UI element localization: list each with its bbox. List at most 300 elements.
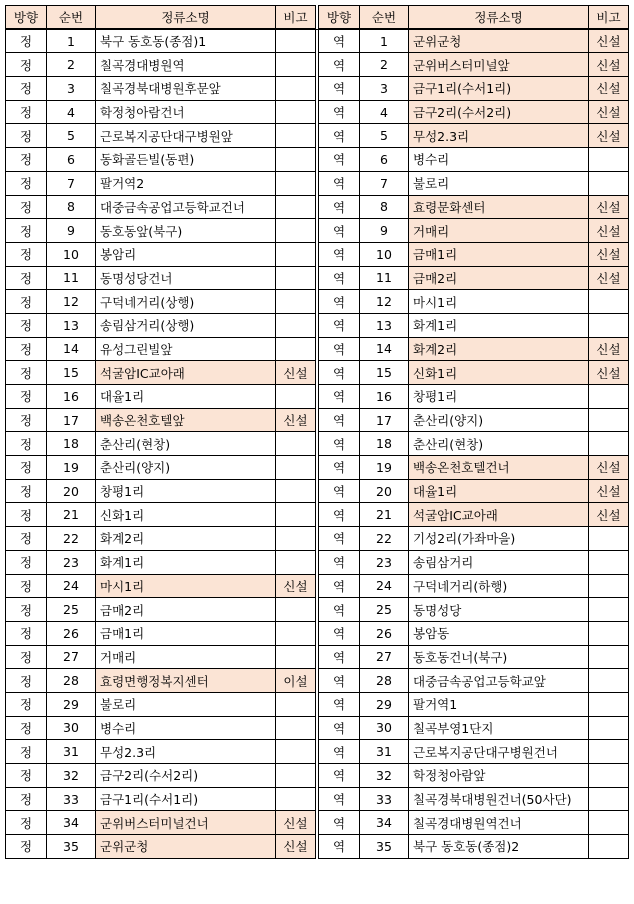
stop-name-cell-right: 거매리 bbox=[409, 219, 589, 243]
table-row bbox=[6, 740, 629, 764]
stop-name-cell-right: 금구1리(수서1리) bbox=[409, 77, 589, 101]
table-row bbox=[6, 290, 629, 314]
stop-name-cell-left: 동명성당건너 bbox=[96, 266, 276, 290]
direction-cell-left: 정 bbox=[6, 29, 47, 53]
direction-cell-left: 정 bbox=[6, 313, 47, 337]
stop-name-cell-right: 동명성당 bbox=[409, 598, 589, 622]
note-cell-left: 이설 bbox=[276, 669, 316, 693]
table-row bbox=[6, 598, 629, 622]
note-cell-left bbox=[276, 242, 316, 266]
note-cell-left bbox=[276, 29, 316, 53]
direction-cell-right: 역 bbox=[319, 408, 360, 432]
note-cell-left: 신설 bbox=[276, 811, 316, 835]
table-row bbox=[6, 266, 629, 290]
order-cell-right: 3 bbox=[360, 77, 409, 101]
direction-cell-right: 역 bbox=[319, 598, 360, 622]
table-row bbox=[6, 337, 629, 361]
stop-name-cell-right: 병수리 bbox=[409, 148, 589, 172]
table-header bbox=[6, 6, 629, 30]
direction-cell-left: 정 bbox=[6, 669, 47, 693]
stop-name-cell-right: 금구2리(수서2리) bbox=[409, 100, 589, 124]
note-cell-right: 신설 bbox=[589, 503, 629, 527]
table-row bbox=[6, 195, 629, 219]
note-cell-left bbox=[276, 787, 316, 811]
note-cell-right: 신설 bbox=[589, 195, 629, 219]
order-cell-left: 27 bbox=[47, 645, 96, 669]
header-row bbox=[6, 6, 629, 30]
stop-name-cell-right: 신화1리 bbox=[409, 361, 589, 385]
direction-cell-right: 역 bbox=[319, 219, 360, 243]
direction-cell-left: 정 bbox=[6, 53, 47, 77]
direction-cell-left: 정 bbox=[6, 266, 47, 290]
note-cell-right bbox=[589, 764, 629, 788]
order-cell-left: 12 bbox=[47, 290, 96, 314]
order-cell-right: 4 bbox=[360, 100, 409, 124]
order-cell-left: 32 bbox=[47, 764, 96, 788]
direction-cell-left: 정 bbox=[6, 527, 47, 551]
header-order-right: 순번 bbox=[360, 6, 409, 30]
stop-name-cell-left: 마시1리 bbox=[96, 574, 276, 598]
note-cell-right bbox=[589, 148, 629, 172]
direction-cell-right: 역 bbox=[319, 621, 360, 645]
note-cell-left bbox=[276, 171, 316, 195]
stop-name-cell-left: 창평1리 bbox=[96, 479, 276, 503]
direction-cell-left: 정 bbox=[6, 337, 47, 361]
note-cell-right: 신설 bbox=[589, 124, 629, 148]
order-cell-right: 10 bbox=[360, 242, 409, 266]
stop-name-cell-left: 금매1리 bbox=[96, 621, 276, 645]
stop-name-cell-right: 근로복지공단대구병원건너 bbox=[409, 740, 589, 764]
direction-cell-right: 역 bbox=[319, 195, 360, 219]
stop-name-cell-left: 군위군청 bbox=[96, 835, 276, 859]
stop-name-cell-right: 춘산리(양지) bbox=[409, 408, 589, 432]
note-cell-left: 신설 bbox=[276, 361, 316, 385]
direction-cell-left: 정 bbox=[6, 811, 47, 835]
note-cell-left bbox=[276, 313, 316, 337]
note-cell-right bbox=[589, 598, 629, 622]
direction-cell-left: 정 bbox=[6, 195, 47, 219]
table-row bbox=[6, 764, 629, 788]
direction-cell-right: 역 bbox=[319, 669, 360, 693]
note-cell-right: 신설 bbox=[589, 219, 629, 243]
note-cell-left: 신설 bbox=[276, 408, 316, 432]
order-cell-right: 15 bbox=[360, 361, 409, 385]
order-cell-right: 21 bbox=[360, 503, 409, 527]
table-row bbox=[6, 503, 629, 527]
note-cell-right bbox=[589, 290, 629, 314]
stop-name-cell-left: 신화1리 bbox=[96, 503, 276, 527]
order-cell-left: 9 bbox=[47, 219, 96, 243]
note-cell-right bbox=[589, 669, 629, 693]
table-row bbox=[6, 574, 629, 598]
direction-cell-right: 역 bbox=[319, 550, 360, 574]
direction-cell-right: 역 bbox=[319, 692, 360, 716]
direction-cell-left: 정 bbox=[6, 148, 47, 172]
order-cell-left: 31 bbox=[47, 740, 96, 764]
note-cell-right: 신설 bbox=[589, 337, 629, 361]
direction-cell-left: 정 bbox=[6, 242, 47, 266]
table-row bbox=[6, 645, 629, 669]
order-cell-right: 26 bbox=[360, 621, 409, 645]
direction-cell-left: 정 bbox=[6, 456, 47, 480]
stop-name-cell-right: 금매1리 bbox=[409, 242, 589, 266]
note-cell-left bbox=[276, 479, 316, 503]
note-cell-left bbox=[276, 290, 316, 314]
direction-cell-right: 역 bbox=[319, 503, 360, 527]
stop-name-cell-right: 무성2.3리 bbox=[409, 124, 589, 148]
table-row bbox=[6, 148, 629, 172]
note-cell-right bbox=[589, 645, 629, 669]
stop-name-cell-right: 봉암동 bbox=[409, 621, 589, 645]
stop-name-cell-left: 칠곡경대병원역 bbox=[96, 53, 276, 77]
table-row bbox=[6, 77, 629, 101]
stop-name-cell-left: 금구1리(수서1리) bbox=[96, 787, 276, 811]
note-cell-right: 신설 bbox=[589, 100, 629, 124]
table-row bbox=[6, 811, 629, 835]
direction-cell-right: 역 bbox=[319, 77, 360, 101]
note-cell-left bbox=[276, 337, 316, 361]
direction-cell-left: 정 bbox=[6, 408, 47, 432]
direction-cell-right: 역 bbox=[319, 53, 360, 77]
note-cell-right: 신설 bbox=[589, 266, 629, 290]
note-cell-right: 신설 bbox=[589, 456, 629, 480]
table-row bbox=[6, 124, 629, 148]
stop-name-cell-left: 봉암리 bbox=[96, 242, 276, 266]
note-cell-left bbox=[276, 124, 316, 148]
table-row bbox=[6, 242, 629, 266]
note-cell-left: 신설 bbox=[276, 574, 316, 598]
stop-name-cell-left: 팔거역2 bbox=[96, 171, 276, 195]
order-cell-left: 18 bbox=[47, 432, 96, 456]
header-stop-name-left: 정류소명 bbox=[96, 6, 276, 30]
stop-name-cell-left: 춘산리(양지) bbox=[96, 456, 276, 480]
stop-name-cell-left: 무성2.3리 bbox=[96, 740, 276, 764]
note-cell-left: 신설 bbox=[276, 835, 316, 859]
stop-name-cell-left: 화계1리 bbox=[96, 550, 276, 574]
table-row bbox=[6, 787, 629, 811]
order-cell-right: 28 bbox=[360, 669, 409, 693]
order-cell-right: 11 bbox=[360, 266, 409, 290]
table-row bbox=[6, 313, 629, 337]
direction-cell-right: 역 bbox=[319, 148, 360, 172]
order-cell-left: 15 bbox=[47, 361, 96, 385]
stop-name-cell-left: 불로리 bbox=[96, 692, 276, 716]
stop-name-cell-left: 금구2리(수서2리) bbox=[96, 764, 276, 788]
order-cell-left: 10 bbox=[47, 242, 96, 266]
table-row bbox=[6, 550, 629, 574]
stop-name-cell-left: 학정청아람건너 bbox=[96, 100, 276, 124]
order-cell-left: 33 bbox=[47, 787, 96, 811]
direction-cell-right: 역 bbox=[319, 527, 360, 551]
direction-cell-left: 정 bbox=[6, 290, 47, 314]
order-cell-left: 14 bbox=[47, 337, 96, 361]
direction-cell-right: 역 bbox=[319, 313, 360, 337]
table-row bbox=[6, 692, 629, 716]
stop-name-cell-right: 백송온천호텔건너 bbox=[409, 456, 589, 480]
stop-name-cell-right: 칠곡경북대병원건너(50사단) bbox=[409, 787, 589, 811]
note-cell-left bbox=[276, 740, 316, 764]
stop-name-cell-right: 칠곡경대병원역건너 bbox=[409, 811, 589, 835]
table-row bbox=[6, 456, 629, 480]
direction-cell-right: 역 bbox=[319, 787, 360, 811]
order-cell-left: 35 bbox=[47, 835, 96, 859]
stop-name-cell-left: 송림삼거리(상행) bbox=[96, 313, 276, 337]
note-cell-right bbox=[589, 835, 629, 859]
direction-cell-right: 역 bbox=[319, 337, 360, 361]
note-cell-right bbox=[589, 787, 629, 811]
stop-name-cell-right: 팔거역1 bbox=[409, 692, 589, 716]
note-cell-right bbox=[589, 692, 629, 716]
table-row bbox=[6, 716, 629, 740]
order-cell-left: 3 bbox=[47, 77, 96, 101]
direction-cell-right: 역 bbox=[319, 266, 360, 290]
order-cell-left: 13 bbox=[47, 313, 96, 337]
stop-name-cell-left: 병수리 bbox=[96, 716, 276, 740]
note-cell-left bbox=[276, 503, 316, 527]
order-cell-left: 23 bbox=[47, 550, 96, 574]
table-row bbox=[6, 408, 629, 432]
note-cell-right bbox=[589, 811, 629, 835]
order-cell-left: 6 bbox=[47, 148, 96, 172]
order-cell-left: 20 bbox=[47, 479, 96, 503]
order-cell-left: 24 bbox=[47, 574, 96, 598]
stop-name-cell-left: 춘산리(현창) bbox=[96, 432, 276, 456]
stop-name-cell-left: 백송온천호텔앞 bbox=[96, 408, 276, 432]
table-row bbox=[6, 361, 629, 385]
direction-cell-left: 정 bbox=[6, 692, 47, 716]
order-cell-right: 19 bbox=[360, 456, 409, 480]
note-cell-left bbox=[276, 432, 316, 456]
order-cell-right: 30 bbox=[360, 716, 409, 740]
order-cell-left: 8 bbox=[47, 195, 96, 219]
stop-name-cell-right: 대율1리 bbox=[409, 479, 589, 503]
table-body bbox=[6, 29, 629, 858]
bus-stop-table-container bbox=[5, 5, 629, 859]
header-stop-name-right: 정류소명 bbox=[409, 6, 589, 30]
order-cell-left: 2 bbox=[47, 53, 96, 77]
order-cell-left: 29 bbox=[47, 692, 96, 716]
note-cell-left bbox=[276, 148, 316, 172]
note-cell-right bbox=[589, 385, 629, 409]
table-row bbox=[6, 171, 629, 195]
order-cell-right: 1 bbox=[360, 29, 409, 53]
table-row bbox=[6, 53, 629, 77]
note-cell-left bbox=[276, 645, 316, 669]
direction-cell-right: 역 bbox=[319, 645, 360, 669]
stop-name-cell-left: 대율1리 bbox=[96, 385, 276, 409]
note-cell-right: 신설 bbox=[589, 53, 629, 77]
note-cell-left bbox=[276, 266, 316, 290]
stop-name-cell-left: 화계2리 bbox=[96, 527, 276, 551]
note-cell-right: 신설 bbox=[589, 29, 629, 53]
order-cell-right: 17 bbox=[360, 408, 409, 432]
direction-cell-right: 역 bbox=[319, 242, 360, 266]
note-cell-left bbox=[276, 100, 316, 124]
direction-cell-left: 정 bbox=[6, 740, 47, 764]
note-cell-right bbox=[589, 432, 629, 456]
order-cell-right: 9 bbox=[360, 219, 409, 243]
direction-cell-left: 정 bbox=[6, 361, 47, 385]
header-note-left: 비고 bbox=[276, 6, 316, 30]
stop-name-cell-right: 동호동건너(북구) bbox=[409, 645, 589, 669]
direction-cell-left: 정 bbox=[6, 716, 47, 740]
order-cell-right: 27 bbox=[360, 645, 409, 669]
stop-name-cell-right: 석굴암IC교아래 bbox=[409, 503, 589, 527]
stop-name-cell-left: 석굴암IC교아래 bbox=[96, 361, 276, 385]
order-cell-left: 7 bbox=[47, 171, 96, 195]
table-row bbox=[6, 835, 629, 859]
table-row bbox=[6, 621, 629, 645]
direction-cell-right: 역 bbox=[319, 29, 360, 53]
note-cell-right bbox=[589, 527, 629, 551]
stop-name-cell-right: 군위군청 bbox=[409, 29, 589, 53]
stop-name-cell-right: 학정청아람앞 bbox=[409, 764, 589, 788]
stop-name-cell-left: 구덕네거리(상행) bbox=[96, 290, 276, 314]
direction-cell-right: 역 bbox=[319, 124, 360, 148]
note-cell-right: 신설 bbox=[589, 77, 629, 101]
note-cell-right bbox=[589, 171, 629, 195]
table-row bbox=[6, 219, 629, 243]
bus-stop-table bbox=[5, 5, 629, 859]
stop-name-cell-right: 효령문화센터 bbox=[409, 195, 589, 219]
stop-name-cell-right: 구덕네거리(하행) bbox=[409, 574, 589, 598]
note-cell-left bbox=[276, 77, 316, 101]
direction-cell-right: 역 bbox=[319, 100, 360, 124]
direction-cell-left: 정 bbox=[6, 835, 47, 859]
note-cell-right bbox=[589, 621, 629, 645]
stop-name-cell-right: 마시1리 bbox=[409, 290, 589, 314]
table-row bbox=[6, 669, 629, 693]
stop-name-cell-left: 거매리 bbox=[96, 645, 276, 669]
header-direction-right: 방향 bbox=[319, 6, 360, 30]
table-row bbox=[6, 527, 629, 551]
note-cell-left bbox=[276, 385, 316, 409]
direction-cell-right: 역 bbox=[319, 574, 360, 598]
table-row bbox=[6, 29, 629, 53]
header-note-right: 비고 bbox=[589, 6, 629, 30]
stop-name-cell-left: 대중금속공업고등학교건너 bbox=[96, 195, 276, 219]
order-cell-right: 8 bbox=[360, 195, 409, 219]
order-cell-right: 32 bbox=[360, 764, 409, 788]
order-cell-right: 29 bbox=[360, 692, 409, 716]
order-cell-right: 35 bbox=[360, 835, 409, 859]
order-cell-left: 19 bbox=[47, 456, 96, 480]
order-cell-right: 34 bbox=[360, 811, 409, 835]
stop-name-cell-left: 군위버스터미널건너 bbox=[96, 811, 276, 835]
order-cell-right: 2 bbox=[360, 53, 409, 77]
direction-cell-left: 정 bbox=[6, 171, 47, 195]
order-cell-right: 23 bbox=[360, 550, 409, 574]
stop-name-cell-left: 칠곡경북대병원후문앞 bbox=[96, 77, 276, 101]
direction-cell-left: 정 bbox=[6, 219, 47, 243]
stop-name-cell-right: 화계2리 bbox=[409, 337, 589, 361]
direction-cell-left: 정 bbox=[6, 598, 47, 622]
note-cell-left bbox=[276, 527, 316, 551]
direction-cell-right: 역 bbox=[319, 456, 360, 480]
order-cell-right: 5 bbox=[360, 124, 409, 148]
order-cell-left: 34 bbox=[47, 811, 96, 835]
direction-cell-left: 정 bbox=[6, 432, 47, 456]
note-cell-left bbox=[276, 692, 316, 716]
note-cell-right bbox=[589, 313, 629, 337]
order-cell-right: 13 bbox=[360, 313, 409, 337]
stop-name-cell-right: 춘산리(현창) bbox=[409, 432, 589, 456]
header-order-left: 순번 bbox=[47, 6, 96, 30]
stop-name-cell-left: 효령면행정복지센터 bbox=[96, 669, 276, 693]
order-cell-right: 24 bbox=[360, 574, 409, 598]
direction-cell-right: 역 bbox=[319, 361, 360, 385]
stop-name-cell-left: 북구 동호동(종점)1 bbox=[96, 29, 276, 53]
direction-cell-left: 정 bbox=[6, 574, 47, 598]
order-cell-left: 21 bbox=[47, 503, 96, 527]
stop-name-cell-left: 근로복지공단대구병원앞 bbox=[96, 124, 276, 148]
stop-name-cell-left: 동화골든빌(동편) bbox=[96, 148, 276, 172]
note-cell-right: 신설 bbox=[589, 361, 629, 385]
order-cell-left: 11 bbox=[47, 266, 96, 290]
note-cell-left bbox=[276, 598, 316, 622]
direction-cell-left: 정 bbox=[6, 385, 47, 409]
stop-name-cell-left: 유성그린빌앞 bbox=[96, 337, 276, 361]
header-direction-left: 방향 bbox=[6, 6, 47, 30]
stop-name-cell-left: 금매2리 bbox=[96, 598, 276, 622]
table-row bbox=[6, 432, 629, 456]
note-cell-left bbox=[276, 550, 316, 574]
order-cell-right: 25 bbox=[360, 598, 409, 622]
note-cell-left bbox=[276, 195, 316, 219]
order-cell-right: 14 bbox=[360, 337, 409, 361]
note-cell-right bbox=[589, 574, 629, 598]
note-cell-right: 신설 bbox=[589, 242, 629, 266]
stop-name-cell-right: 칠곡부영1단지 bbox=[409, 716, 589, 740]
stop-name-cell-right: 불로리 bbox=[409, 171, 589, 195]
direction-cell-left: 정 bbox=[6, 787, 47, 811]
stop-name-cell-right: 군위버스터미널앞 bbox=[409, 53, 589, 77]
direction-cell-left: 정 bbox=[6, 77, 47, 101]
order-cell-right: 16 bbox=[360, 385, 409, 409]
direction-cell-left: 정 bbox=[6, 621, 47, 645]
direction-cell-left: 정 bbox=[6, 124, 47, 148]
order-cell-right: 12 bbox=[360, 290, 409, 314]
note-cell-left bbox=[276, 621, 316, 645]
direction-cell-right: 역 bbox=[319, 171, 360, 195]
order-cell-left: 25 bbox=[47, 598, 96, 622]
note-cell-right bbox=[589, 716, 629, 740]
stop-name-cell-right: 북구 동호동(종점)2 bbox=[409, 835, 589, 859]
stop-name-cell-left: 동호동앞(북구) bbox=[96, 219, 276, 243]
order-cell-left: 1 bbox=[47, 29, 96, 53]
order-cell-left: 30 bbox=[47, 716, 96, 740]
order-cell-right: 33 bbox=[360, 787, 409, 811]
direction-cell-right: 역 bbox=[319, 740, 360, 764]
stop-name-cell-right: 화계1리 bbox=[409, 313, 589, 337]
note-cell-left bbox=[276, 219, 316, 243]
table-row bbox=[6, 385, 629, 409]
note-cell-left bbox=[276, 716, 316, 740]
direction-cell-right: 역 bbox=[319, 716, 360, 740]
direction-cell-right: 역 bbox=[319, 432, 360, 456]
direction-cell-left: 정 bbox=[6, 503, 47, 527]
stop-name-cell-right: 기성2리(가좌마을) bbox=[409, 527, 589, 551]
stop-name-cell-right: 대중금속공업고등학교앞 bbox=[409, 669, 589, 693]
table-row bbox=[6, 479, 629, 503]
order-cell-right: 18 bbox=[360, 432, 409, 456]
direction-cell-left: 정 bbox=[6, 764, 47, 788]
direction-cell-right: 역 bbox=[319, 385, 360, 409]
note-cell-left bbox=[276, 764, 316, 788]
direction-cell-left: 정 bbox=[6, 100, 47, 124]
direction-cell-left: 정 bbox=[6, 645, 47, 669]
direction-cell-left: 정 bbox=[6, 550, 47, 574]
